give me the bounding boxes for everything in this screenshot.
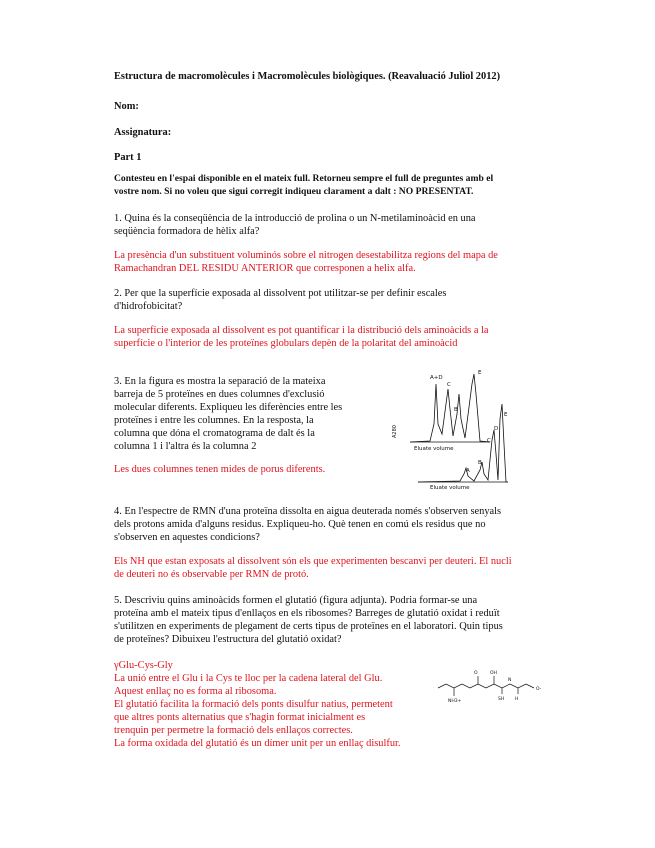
q4-answer-line-2: de deuteri no és observable per RMN de protó. [114,569,309,580]
bottom-peak-label-b: B [478,460,482,466]
top-peak-label-b: B [454,407,458,413]
q5-answer-line-6: trenquin per permetre la formació dels enllaços correctes. [114,725,353,736]
q5-answer-line-2: La unió entre el Glu i la Cys te lloc per la cadena lateral del Glu. [114,673,383,684]
bottom-axis-label: Eluate volume [430,485,470,491]
atom-label-o: O [474,671,478,676]
q1-question-line-2: seqüència formadora de hèlix alfa? [114,226,260,237]
q5-answer-line-3: Aquest enllaç no es forma al ribosoma. [114,686,277,697]
glutathione-structure-figure [432,664,552,704]
q4-question-line-1: 4. En l'espectre de RMN d'una proteïna dissolta en aigua deuterada només s'observen senyals [114,506,502,517]
q3-answer: Les dues columnes tenen mides de porus diferents. [114,464,326,475]
bottom-chromatogram [418,404,508,482]
q3-question-line-6: columna 1 i l'altra és la columna 2 [114,441,257,452]
atom-label-h: H [515,697,519,702]
atom-label-oh: OH [490,671,497,676]
q2-question-line-2: d'hidrofobicitat? [114,301,183,312]
q4-question-line-3: s'observen en aquestes condicions? [114,532,260,543]
q2-answer-line-1: La superfície exposada al dissolvent es pot quantificar i la distribució dels aminoàcids a la [114,325,489,336]
q3-question-line-2: barreja de 5 proteïnes en dues columnes d'exclusió [114,389,325,400]
top-peak-label-c: C [447,382,451,388]
bottom-peak-label-a: A [466,468,470,474]
bottom-peak-label-c: C [487,438,491,444]
subject-label: Assignatura: [114,127,172,138]
q1-answer-line-2: Ramachandran DEL RESIDU ANTERIOR que corresponen a helix alfa. [114,263,416,274]
q3-question-line-1: 3. En la figura es mostra la separació de la mateixa [114,376,326,387]
q1-question-line-1: 1. Quina és la conseqüència de la introducció de prolina o un N-metilaminoàcid en una [114,213,476,224]
top-axis-label: Eluate volume [414,446,454,452]
chromatogram-figure [390,364,520,492]
q3-question-line-3: molecular diferents. Expliqueu les diferències entre les [114,402,343,413]
q1-answer-line-1: La presència d'un substituent voluminós sobre el nitrogen desestabilitza regions del mapa de [114,250,498,261]
top-peak-label-e: E [478,370,482,376]
exam-title: Estructura de macromolècules i Macromolècules biològiques. (Reavaluació Juliol 2012) [114,71,501,82]
q2-answer-line-2: superfície o l'interior de les proteïnes globulars depèn de la polaritat del aminoàcid [114,338,458,349]
q3-question-line-4: proteïnes i entre les columnes. En la resposta, la [114,415,314,426]
name-label: Nom: [114,101,139,112]
q5-question-line-1: 5. Descriviu quins aminoàcids formen el glutatió (figura adjunta). Podria formar-se una [114,595,478,606]
instructions-line-2: vostre nom. Si no voleu que sigui corregit indiqueu clarament a dalt : NO PRESENTAT. [114,186,474,197]
q4-answer-line-1: Els NH que estan exposats al dissolvent són els que experimenten bescanvi per deuteri. El nucli [114,556,512,567]
part-heading: Part 1 [114,152,142,163]
atom-label-o-minus: O- [536,687,542,692]
bottom-peak-label-e: E [504,412,508,418]
q4-question-line-2: dels protons amida d'alguns residus. Expliqueu-ho. Què tenen en comú els residus que no [114,519,486,530]
q5-question-line-4: de proteïnes? Dibuixeu l'estructura del glutatió oxidat? [114,634,342,645]
instructions-line-1: Contesteu en l'espai disponible en el mateix full. Retorneu sempre el full de preguntes amb el [114,173,494,184]
q5-answer-line-1: γGlu-Cys-Gly [114,660,173,671]
q2-question-line-1: 2. Per que la superfície exposada al dissolvent pot utilitzar-se per definir escales [114,288,447,299]
q5-question-line-3: s'utilitzen en experiments de plegament de certs tipus de proteïnes en el laboratori. Quin tipus [114,621,503,632]
atom-label-nh3: NH3+ [448,699,462,704]
q5-question-line-2: proteïna amb el mateix tipus d'enllaços en els ribosomes? Barreges de glutatió oxidat i reduït [114,608,500,619]
q5-answer-line-7: La forma oxidada del glutatió és un dímer unit per un enllaç disulfur. [114,738,401,749]
bottom-peak-label-d: D [494,426,499,432]
top-peak-label-ad: A+D [430,375,443,381]
atom-label-sh: SH [498,697,505,702]
atom-label-n: N [508,678,512,683]
q5-answer-line-4: El glutatió facilita la formació dels ponts disulfur natius, permetent [114,699,393,710]
y-axis-label: A280 [392,425,398,438]
q3-question-line-5: columna que dóna el cromatograma de dalt és la [114,428,315,439]
q5-answer-line-5: que altres ponts alternatius que s'hagin format inicialment es [114,712,366,723]
